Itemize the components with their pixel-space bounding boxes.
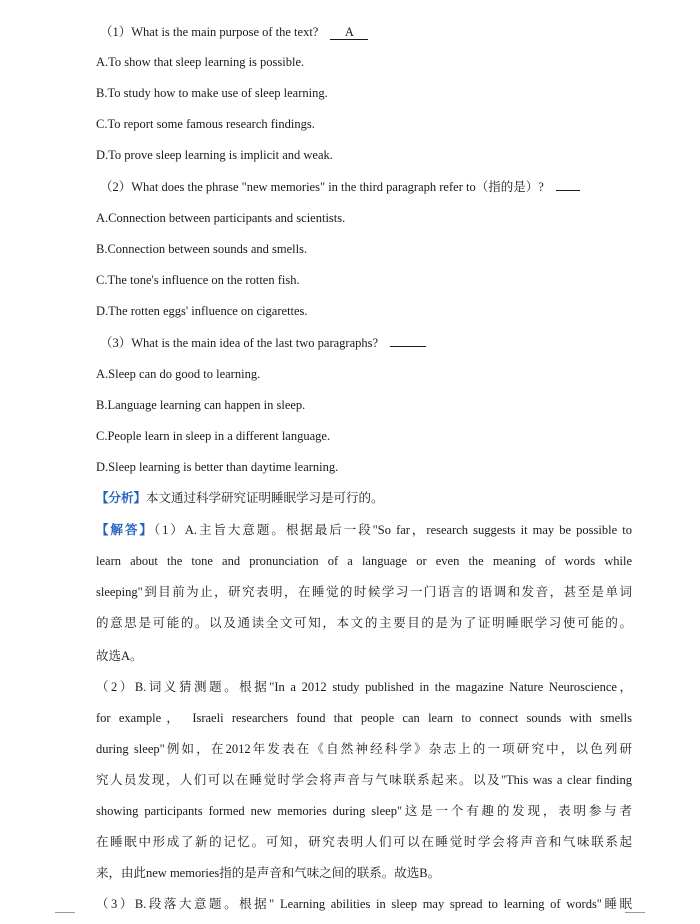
question-3-option-a: A.Sleep can do good to learning. (96, 367, 261, 381)
solution-line-8: during sleep"例如，在2012年发表在《自然神经科学》杂志上的一项研究中，以色列研 (96, 742, 632, 756)
question-2-text: （2）What does the phrase "new memories" in the third paragraph refer to（指的是）? (100, 180, 544, 194)
question-3-option-b: B.Language learning can happen in sleep. (96, 398, 306, 412)
question-1-option-a: A.To show that sleep learning is possible. (96, 55, 305, 69)
solution-line-10: showing participants formed new memories during sleep"这是一个有趣的发现，表明参与者 (96, 804, 632, 818)
solution-line-7: for example， Israeli researchers found that people can learn to connect sounds with smells (96, 711, 632, 725)
question-1-answer-blank: A (330, 25, 368, 40)
solution-line-4: 的意思是可能的。以及通读全文可知，本文的主要目的是为了证明睡眠学习使可能的。 (96, 616, 632, 630)
question-1-option-c: C.To report some famous research findings. (96, 117, 315, 131)
question-3-option-c: C.People learn in sleep in a different language. (96, 429, 331, 443)
solution-line-5: 故选A。 (96, 649, 143, 663)
question-3-option-d: D.Sleep learning is better than daytime learning. (96, 460, 339, 474)
question-1-text: （1）What is the main purpose of the text? (100, 25, 319, 39)
solution-line-3: sleeping"到目前为止，研究表明，在睡觉的时候学习一门语言的语调和发音，甚至是单词 (96, 585, 632, 599)
question-2-stem (100, 179, 580, 195)
solution-line-9: 究人员发现，人们可以在睡觉时学会将声音与气味联系起来。以及"This was a clear finding (96, 773, 632, 787)
question-1-option-b: B.To study how to make use of sleep learning. (96, 86, 328, 100)
question-3-stem (100, 335, 426, 351)
question-2-option-d: D.The rotten eggs' influence on cigarettes. (96, 304, 308, 318)
question-2-option-b: B.Connection between sounds and smells. (96, 242, 308, 256)
page-rule-left (55, 912, 75, 913)
solution-line-13: （3）B.段落大意题。根据" Learning abilities in sleep may spread to learning of words"睡眠 (96, 897, 632, 911)
analysis-paragraph (96, 490, 384, 506)
solution-line-12: 来，由此new memories指的是声音和气味之间的联系。故选B。 (96, 866, 441, 880)
question-1-option-d: D.To prove sleep learning is implicit and weak. (96, 148, 333, 162)
solution-line-2: learn about the tone and pronunciation of a language or even the meaning of words while (96, 554, 632, 568)
question-2-answer-blank (556, 190, 580, 191)
solution-tag: 【解答】 (96, 523, 154, 537)
solution-line-6: （2）B.词义猜测题。根据"In a 2012 study published in the magazine Nature Neuroscience， (96, 680, 632, 694)
question-3-answer-blank (390, 346, 426, 347)
solution-line-1 (96, 522, 632, 538)
question-2-option-a: A.Connection between participants and scientists. (96, 211, 346, 225)
analysis-text: 本文通过科学研究证明睡眠学习是可行的。 (146, 491, 384, 505)
page-rule-right (625, 912, 645, 913)
solution-text: （1）A.主旨大意题。根据最后一段"So far，research suggests it may be possible to (153, 523, 632, 537)
question-3-text: （3）What is the main idea of the last two paragraphs? (100, 336, 379, 350)
question-1-stem (100, 24, 368, 40)
question-2-option-c: C.The tone's influence on the rotten fish. (96, 273, 300, 287)
solution-line-11: 在睡眠中形成了新的记忆。可知，研究表明人们可以在睡觉时学会将声音和气味联系起 (96, 835, 632, 849)
analysis-tag: 【分析】 (96, 491, 147, 505)
